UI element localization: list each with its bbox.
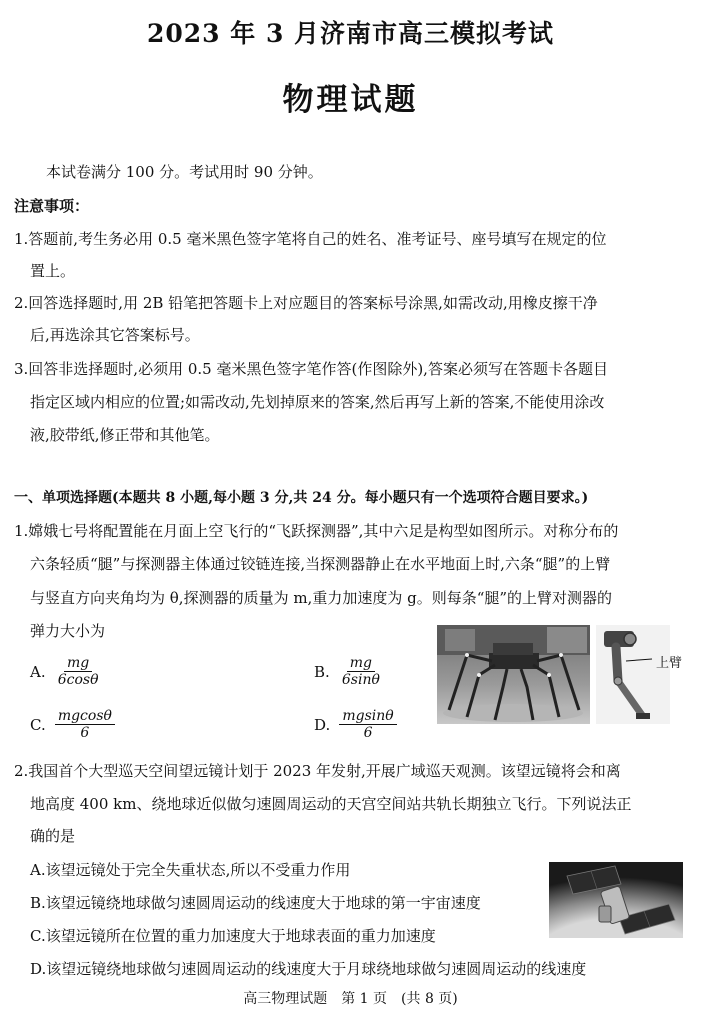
q1-option-b <box>314 655 383 688</box>
q1-stem-line-1: 1.嫦娥七号将配置能在月面上空飞行的“飞跃探测器”,其中六足是构型如图所示。对称分布的 <box>14 522 619 540</box>
section-1-heading: 一、单项选择题(本题共 8 小题,每小题 3 分,共 24 分。每小题只有一个选项符合题目要求。) <box>14 490 589 506</box>
q1-option-c-fraction <box>55 708 115 741</box>
q1-option-b-denominator: 6sinθ <box>341 672 380 688</box>
notice-item-1: 1.答题前,考生务必用 0.5 毫米黑色签字笔将自己的姓名、准考证号、座号填写在规定的位 <box>14 230 607 248</box>
exam-title: 2023 年 3 月济南市高三模拟考试 <box>146 19 555 48</box>
q1-option-c <box>30 708 115 741</box>
notice-item-2: 2.回答选择题时,用 2B 铅笔把答题卡上对应题目的答案标号涂黑,如需改动,用橡皮擦干净 <box>14 294 598 312</box>
notice-heading: 注意事项： <box>14 197 90 215</box>
q1-stem-line-4: 弹力大小为 <box>30 622 106 640</box>
q1-option-d-label: D. <box>314 715 331 734</box>
q1-option-d-fraction <box>339 708 396 741</box>
notice-item-3: 3.回答非选择题时,必须用 0.5 毫米黑色签字笔作答(作图除外),答案必须写在答题卡各题目 <box>14 360 608 378</box>
q2-stem-line-2: 地高度 400 km、绕地球近似做匀速圆周运动的天宫空间站共轨长期独立飞行。下列说法正 <box>30 795 632 813</box>
page-footer: 高三物理试题 第 1 页 (共 8 页) <box>243 991 458 1007</box>
q2-option-c: C.该望远镜所在位置的重力加速度大于地球表面的重力加速度 <box>30 927 436 945</box>
notice-item-1-cont: 置上。 <box>30 262 76 280</box>
q2-stem-line-1: 2.我国首个大型巡天空间望远镜计划于 2023 年发射,开展广域巡天观测。该望远镜将会和离 <box>14 762 621 780</box>
q1-stem-line-2: 六条轻质“腿”与探测器主体通过铰链连接,当探测器静止在水平地面上时,六条“腿”的上臂 <box>30 555 611 573</box>
subject-title: 物理试题 <box>282 82 419 118</box>
q1-option-a-numerator: mg <box>64 655 92 672</box>
q2-stem-line-3: 确的是 <box>30 827 76 845</box>
q1-option-b-fraction <box>339 655 383 688</box>
q1-option-a <box>30 655 102 688</box>
q1-option-a-denominator: 6cosθ <box>57 672 99 688</box>
q1-option-a-fraction <box>55 655 102 688</box>
q1-option-d <box>314 708 397 741</box>
upper-arm-label: 上臂 <box>656 656 683 671</box>
q1-option-c-denominator: 6 <box>80 725 90 741</box>
q2-option-a: A.该望远镜处于完全失重状态,所以不受重力作用 <box>30 861 351 879</box>
space-telescope-drawing <box>549 862 683 938</box>
q1-option-c-label: C. <box>30 715 46 734</box>
q1-option-b-numerator: mg <box>347 655 375 672</box>
hexapod-lander-figure <box>437 625 590 724</box>
exam-intro: 本试卷满分 100 分。考试用时 90 分钟。 <box>46 163 323 181</box>
space-telescope-figure <box>549 862 683 938</box>
q1-option-b-label: B. <box>314 662 330 681</box>
q1-option-d-numerator: mgsinθ <box>339 708 396 725</box>
q1-option-a-label: A. <box>30 662 46 681</box>
notice-item-3-cont-2: 液,胶带纸,修正带和其他笔。 <box>30 426 220 444</box>
hexapod-lander-drawing <box>437 625 590 724</box>
q2-option-b: B.该望远镜绕地球做匀速圆周运动的线速度大于地球的第一宇宙速度 <box>30 894 481 912</box>
leg-detail-figure <box>596 625 670 724</box>
q1-option-d-denominator: 6 <box>363 725 373 741</box>
leg-detail-drawing <box>596 625 670 724</box>
q2-option-d: D.该望远镜绕地球做匀速圆周运动的线速度大于月球绕地球做匀速圆周运动的线速度 <box>30 960 587 978</box>
q1-option-c-numerator: mgcosθ <box>55 708 115 725</box>
q1-stem-line-3: 与竖直方向夹角均为 θ,探测器的质量为 m,重力加速度为 g。则每条“腿”的上臂对测器的 <box>30 589 613 607</box>
notice-item-2-cont: 后,再选涂其它答案标号。 <box>30 326 200 344</box>
notice-item-3-cont-1: 指定区域内相应的位置;如需改动,先划掉原来的答案,然后再写上新的答案,不能使用涂改 <box>30 393 605 411</box>
